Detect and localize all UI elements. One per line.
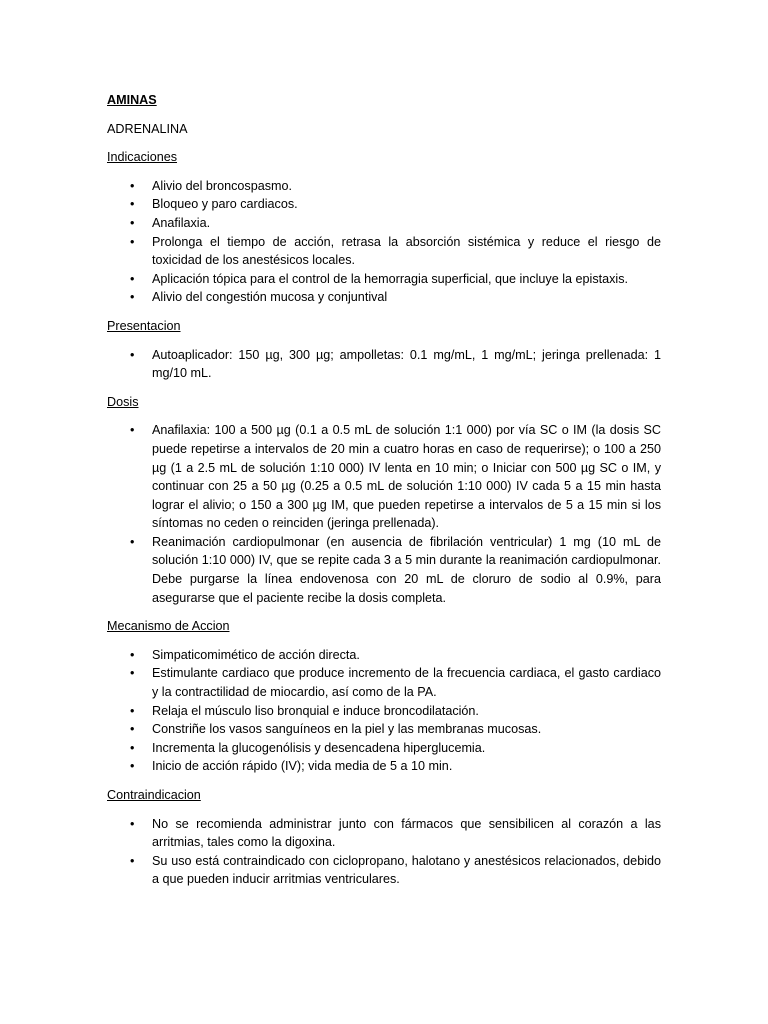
list-item: • Relaja el músculo liso bronquial e induce broncodilatación. — [152, 702, 661, 721]
section-heading-presentacion: Presentacion — [107, 318, 181, 333]
list-item: • Constriñe los vasos sanguíneos en la piel y las membranas mucosas. — [152, 720, 661, 739]
list-item: • Su uso está contraindicado con ciclopropano, halotano y anestésicos relacionados, debido a que pueden inducir arritmias ventriculares. — [152, 852, 661, 889]
list-item: • Simpaticomimético de acción directa. — [152, 646, 661, 665]
list-item: • Anafilaxia. — [152, 214, 661, 233]
list-item: • Estimulante cardiaco que produce incremento de la frecuencia cardiaca, el gasto cardiaco y la contractilidad de miocardio, así como de la PA. — [152, 664, 661, 701]
presentacion-list — [107, 346, 661, 383]
list-item: • No se recomienda administrar junto con fármacos que sensibilicen al corazón a las arritmias, tales como la digoxina. — [152, 815, 661, 852]
contraindicacion-list — [107, 815, 661, 889]
list-item: • Alivio del congestión mucosa y conjuntival — [152, 288, 661, 307]
indicaciones-list — [107, 177, 661, 307]
dosis-list — [107, 421, 661, 607]
list-item: • Inicio de acción rápido (IV); vida media de 5 a 10 min. — [152, 757, 661, 776]
section-heading-indicaciones: Indicaciones — [107, 150, 178, 165]
document-title: AMINAS — [107, 93, 157, 107]
drug-name: ADRENALINA — [107, 121, 188, 136]
list-item: • Alivio del broncospasmo. — [152, 177, 661, 196]
mecanismo-list — [107, 646, 661, 776]
list-item: • Aplicación tópica para el control de la hemorragia superficial, que incluye la epistaxis. — [152, 270, 661, 289]
list-item: • Autoaplicador: 150 µg, 300 µg; ampolletas: 0.1 mg/mL, 1 mg/mL; jeringa prellenada: 1 mg/10 mL. — [152, 346, 661, 383]
section-heading-mecanismo: Mecanismo de Accion — [107, 619, 230, 634]
list-item: • Prolonga el tiempo de acción, retrasa la absorción sistémica y reduce el riesgo de toxicidad de los anestésicos locales. — [152, 233, 661, 270]
list-item: • Bloqueo y paro cardiacos. — [152, 195, 661, 214]
list-item: • Reanimación cardiopulmonar (en ausencia de fibrilación ventricular) 1 mg (10 mL de solución 1:10 000) IV, que se repite cada 3 a 5 min durante la reanimación cardiopulmonar. Debe purgarse la línea endovenosa con 20 mL de cloruro de sodio al 0.9%, para asegurarse que el paciente recibe la dosis completa. — [152, 533, 661, 607]
section-heading-contraindicacion: Contraindicacion — [107, 788, 201, 802]
list-item: • Incrementa la glucogenólisis y desencadena hiperglucemia. — [152, 739, 661, 758]
list-item: • Anafilaxia: 100 a 500 µg (0.1 a 0.5 mL de solución 1:1 000) por vía SC o IM (la dosis SC puede repetirse a intervalos de 20 min a cuatro horas en caso de requerirse); o 100 a 250 µg (1 a 2.5 mL de solución 1:10 000) IV lenta en 10 min; o Iniciar con 500 µg SC o IM, y continuar con 25 a 50 µg (0.25 a 0.5 mL de solución 1:10 000) IV cada 5 a 15 min hasta lograr el alivio; o 150 a 300 µg IM, que pueden repetirse a intervalos de 5 a 15 min si los síntomas no ceden o reinciden (jeringa prellenada). — [152, 421, 661, 533]
section-heading-dosis: Dosis — [107, 394, 139, 409]
